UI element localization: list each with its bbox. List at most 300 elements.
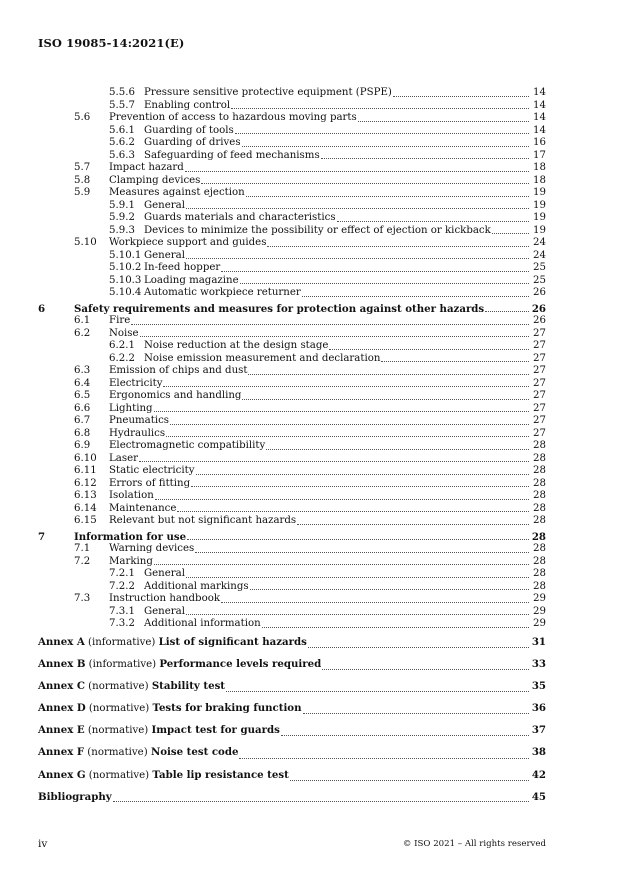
toc-entry-title: Hydraulics	[109, 427, 166, 439]
toc-entry[interactable]	[38, 390, 546, 403]
toc-entry-title-line	[109, 453, 530, 466]
toc-entry-title: Loading magazine	[144, 274, 239, 286]
annex-title-line	[38, 634, 530, 651]
toc-entry-page: 29	[533, 618, 546, 629]
toc-entry[interactable]	[38, 250, 546, 263]
annex-kind: (informative)	[85, 658, 160, 670]
annex-entry[interactable]	[38, 656, 546, 672]
toc-entry[interactable]	[38, 606, 546, 619]
toc-entry-title: Automatic workpiece returner	[144, 287, 301, 298]
toc-entry-title-line	[144, 200, 530, 213]
annex-entry[interactable]	[38, 767, 546, 783]
annex-title-text	[38, 700, 302, 717]
toc-entry-title-line	[74, 531, 530, 544]
toc-entry-title-line	[109, 593, 530, 606]
toc-entry-title: Guards materials and characteristics	[144, 212, 336, 223]
toc-entry-title-line	[109, 175, 530, 188]
bibliography-page: 45	[531, 790, 546, 803]
toc-entry-number: 6.2	[74, 327, 91, 339]
toc-entry-number: 5.5.7	[109, 99, 135, 111]
toc-entry[interactable]	[38, 415, 546, 428]
toc-entry-page: 28	[533, 543, 546, 554]
toc-entry-title: Marking	[109, 555, 153, 567]
toc-entry-page: 18	[533, 174, 546, 186]
toc-entry-number: 7.1	[74, 543, 91, 554]
toc-entry-title: Maintenance	[109, 502, 177, 514]
dot-leader	[177, 503, 529, 513]
toc-entry-number: 6.10	[74, 452, 97, 464]
toc-entry-number: 5.6.3	[109, 149, 135, 161]
toc-entry-page: 25	[533, 274, 546, 286]
toc-entry-title: Noise reduction at the design stage	[144, 340, 329, 351]
toc-entry[interactable]	[38, 556, 546, 569]
toc-entry[interactable]	[38, 568, 546, 581]
toc-entry[interactable]	[38, 328, 546, 341]
toc-entry-page: 14	[533, 112, 546, 123]
dot-leader	[281, 722, 529, 736]
dot-leader	[250, 581, 529, 591]
dot-leader	[302, 287, 529, 297]
toc-entry-title-line	[109, 162, 530, 175]
toc-entry[interactable]	[38, 478, 546, 491]
toc-entry[interactable]	[38, 403, 546, 416]
toc-entry-title: Impact hazard	[109, 162, 184, 173]
toc-entry-title: Errors of fitting	[109, 477, 191, 489]
toc-entry-number: 5.6.1	[109, 124, 135, 136]
toc-entry-title: Devices to minimize the possibility or effect of ejection or kickback	[144, 224, 491, 236]
toc-entry-page: 28	[533, 477, 546, 489]
toc-entry-title-line	[144, 137, 530, 150]
toc-entry-page: 26	[533, 287, 546, 298]
dot-leader	[240, 275, 529, 285]
toc-entry[interactable]	[38, 440, 546, 453]
toc-entry-title-line	[144, 100, 530, 113]
toc-entry[interactable]	[38, 303, 546, 316]
toc-entry[interactable]	[38, 212, 546, 225]
toc-entry-title-line	[144, 262, 530, 275]
dot-leader	[221, 262, 529, 272]
toc-entry-page: 14	[533, 87, 546, 98]
toc-entry-title: Emission of chips and dust	[109, 365, 248, 376]
toc-entry-page: 14	[533, 99, 546, 111]
toc-entry-title: Noise emission measurement and declaration	[144, 352, 381, 364]
toc-entry-title-line	[144, 125, 530, 138]
toc-entry-title-line	[109, 390, 530, 403]
toc-entry-number: 6.7	[74, 415, 91, 426]
document-id-header: ISO 19085-14:2021(E)	[38, 36, 185, 50]
annex-title-line	[38, 656, 530, 673]
toc-entry-number: 7	[38, 530, 46, 543]
dot-leader	[358, 112, 529, 122]
annex-page: 37	[531, 724, 546, 737]
toc-entry-number: 6.2.2	[109, 352, 135, 364]
toc-entry-title: Clamping devices	[109, 174, 201, 186]
toc-entry-title: Laser	[109, 452, 138, 464]
dot-leader	[308, 634, 529, 648]
toc-entry-title: Workpiece support and guides	[109, 237, 267, 248]
toc-entry-page: 27	[533, 415, 546, 426]
toc-entry-number: 6	[38, 302, 46, 315]
toc-entry-title-line	[109, 365, 530, 378]
toc-entry-title-line	[109, 503, 530, 516]
annex-kind: (normative)	[84, 680, 152, 692]
toc-entry-title: Additional markings	[144, 580, 249, 592]
toc-entry-title: Guarding of tools	[144, 124, 234, 136]
annex-title: List of significant hazards	[158, 635, 307, 648]
annex-title-text	[38, 744, 238, 761]
toc-entry-number: 5.6.2	[109, 137, 135, 148]
toc-entry-page: 28	[533, 440, 546, 451]
annex-label: Annex C	[38, 679, 85, 692]
annex-title: Tests for braking function	[152, 702, 302, 715]
dot-leader	[242, 390, 529, 400]
toc-entry-title-line	[144, 606, 530, 619]
toc-entry-title: Static electricity	[109, 465, 195, 476]
dot-leader	[267, 237, 529, 247]
toc-entry-number: 5.10.3	[109, 274, 142, 286]
toc-entry-title-line	[109, 378, 530, 391]
toc-entry-number: 7.3.1	[109, 605, 135, 617]
annex-label: Annex F	[38, 746, 85, 759]
dot-leader	[329, 340, 529, 350]
toc-entry[interactable]	[38, 618, 546, 631]
dot-leader	[191, 478, 529, 488]
toc-entry[interactable]	[38, 315, 546, 328]
toc-entry-title: Additional information	[144, 618, 261, 629]
toc-entry-title: Noise	[109, 327, 139, 339]
toc-entry-title-line	[109, 428, 530, 441]
toc-entry-page: 27	[533, 340, 546, 351]
annex-kind: (informative)	[84, 636, 159, 648]
annex-title: Stability test	[151, 679, 226, 692]
toc-entry-title: Warning devices	[109, 543, 195, 554]
annex-title-text	[38, 722, 280, 739]
toc-entry-title: Pneumatics	[109, 415, 170, 426]
annex-title: Noise test code	[150, 746, 239, 759]
toc-entry-page: 19	[533, 199, 546, 211]
dot-leader	[139, 453, 529, 463]
dot-leader	[201, 175, 529, 185]
toc-entry-number: 6.4	[74, 377, 91, 389]
toc-entry-number: 7.2.1	[109, 568, 135, 579]
toc-entry-number: 6.2.1	[109, 340, 135, 351]
toc-entry-number: 6.13	[74, 490, 97, 501]
toc-entry-title-line	[144, 87, 530, 100]
toc-entry-title-line	[109, 490, 530, 503]
toc-entry-title-line	[144, 568, 530, 581]
dot-leader	[381, 353, 529, 363]
annex-title-text	[38, 767, 289, 784]
toc-entry-number: 6.9	[74, 440, 91, 451]
dot-leader	[239, 744, 529, 758]
toc-entry-number: 5.7	[74, 162, 91, 173]
toc-entry-page: 28	[533, 452, 546, 464]
toc-entry[interactable]	[38, 465, 546, 478]
dot-leader	[170, 415, 529, 425]
toc-entry[interactable]	[38, 340, 546, 353]
annex-entry[interactable]	[38, 722, 546, 738]
dot-leader	[186, 200, 529, 210]
dot-leader	[195, 543, 529, 553]
toc-entry-title-line	[109, 328, 530, 341]
annex-title-text	[38, 656, 321, 673]
toc-entry-number: 7.3	[74, 593, 91, 604]
toc-entry-number: 5.9.3	[109, 224, 135, 236]
toc-entry-page: 28	[533, 555, 546, 567]
toc-entry-page: 19	[533, 212, 546, 223]
annex-kind: (normative)	[84, 725, 152, 737]
annex-page: 35	[531, 679, 546, 692]
dot-leader	[163, 378, 529, 388]
toc-entry[interactable]	[38, 112, 546, 125]
toc-entry-title-line	[144, 225, 530, 238]
toc-entry-title-line	[109, 465, 530, 478]
annex-entry[interactable]	[38, 700, 546, 716]
toc-entry-title: General	[144, 249, 185, 261]
toc-entry-title-line	[109, 543, 530, 556]
toc-entry-page: 26	[531, 302, 546, 315]
dot-leader	[242, 137, 529, 147]
toc-entry[interactable]	[38, 262, 546, 275]
toc-entry-title-line	[144, 353, 530, 366]
annex-entry[interactable]	[38, 678, 546, 694]
dot-leader	[492, 225, 529, 235]
dot-leader	[113, 789, 529, 802]
dot-leader	[485, 303, 529, 313]
toc-entry-title-line	[109, 556, 530, 569]
toc-entry-number: 6.1	[74, 315, 91, 326]
toc-entry-title: Enabling control	[144, 99, 231, 111]
toc-entry[interactable]	[38, 200, 546, 213]
annex-kind: (normative)	[85, 769, 153, 781]
annex-title: Impact test for guards	[151, 724, 280, 737]
toc-entry-title-line	[144, 275, 530, 288]
toc-entry-title-line	[109, 415, 530, 428]
dot-leader	[231, 100, 529, 110]
dot-leader	[140, 328, 529, 338]
toc-entry-title-line	[109, 187, 530, 200]
toc-entry-number: 6.3	[74, 365, 91, 376]
toc-entry-title: Prevention of access to hazardous moving parts	[109, 112, 357, 123]
annex-kind: (normative)	[85, 703, 153, 715]
toc-entry-title-line	[109, 515, 530, 528]
toc-entry-page: 29	[533, 605, 546, 617]
toc-entry-number: 5.6	[74, 112, 91, 123]
toc-entry-title-line	[109, 237, 530, 250]
toc-entry-title: Measures against ejection	[109, 187, 245, 198]
toc-entry[interactable]	[38, 365, 546, 378]
toc-entry-page: 24	[533, 249, 546, 261]
toc-entry-page: 19	[533, 224, 546, 236]
toc-entry-number: 7.2	[74, 555, 91, 567]
toc-entry[interactable]	[38, 150, 546, 163]
toc-entry-title: Electromagnetic compatibility	[109, 440, 266, 451]
toc-entry[interactable]	[38, 378, 546, 391]
dot-leader	[321, 150, 529, 160]
toc-entry-title: In-feed hopper	[144, 262, 221, 273]
dot-leader	[393, 87, 529, 97]
toc-entry-number: 5.10.2	[109, 262, 142, 273]
dot-leader	[322, 656, 529, 670]
toc-entry-page: 24	[533, 237, 546, 248]
toc-entry-title: General	[144, 199, 185, 211]
toc-entry-page: 25	[533, 262, 546, 273]
toc-entry-title: Lighting	[109, 402, 153, 414]
toc-entry-title: Ergonomics and handling	[109, 390, 242, 401]
toc-entry[interactable]	[38, 543, 546, 556]
toc-entry-number: 6.15	[74, 515, 97, 526]
toc-entry[interactable]	[38, 428, 546, 441]
toc-entry-page: 27	[533, 365, 546, 376]
toc-entry-page: 28	[531, 530, 546, 543]
toc-entry-title-line	[144, 340, 530, 353]
toc-entry[interactable]	[38, 225, 546, 238]
dot-leader	[290, 767, 529, 781]
toc-entry[interactable]	[38, 137, 546, 150]
annex-title: Table lip resistance test	[152, 768, 289, 781]
dot-leader	[221, 593, 529, 603]
toc-entry[interactable]	[38, 125, 546, 138]
toc-entry[interactable]	[38, 287, 546, 300]
dot-leader	[337, 212, 529, 222]
annex-title-text	[38, 634, 307, 651]
toc-entry-title: Isolation	[109, 490, 154, 501]
dot-leader	[186, 250, 529, 260]
toc-entry-number: 6.12	[74, 477, 97, 489]
toc-entry-title-line	[109, 112, 530, 125]
annex-title-line	[38, 744, 530, 761]
toc-entry[interactable]	[38, 503, 546, 516]
toc-entry-number: 6.14	[74, 502, 97, 514]
toc-entry[interactable]	[38, 515, 546, 528]
annex-title: Performance levels required	[159, 657, 322, 670]
toc-entry[interactable]	[38, 353, 546, 366]
toc-entry-number: 5.9.1	[109, 199, 135, 211]
toc-entry-page: 27	[533, 327, 546, 339]
dot-leader	[246, 187, 529, 197]
toc-entry-title-line	[144, 618, 530, 631]
toc-entry-page: 27	[533, 352, 546, 364]
bibliography-entry[interactable]	[38, 789, 546, 805]
dot-leader	[131, 315, 529, 325]
dot-leader	[248, 365, 529, 375]
toc-entry-page: 29	[533, 593, 546, 604]
toc-entry[interactable]	[38, 531, 546, 544]
dot-leader	[154, 556, 529, 566]
toc-entry-title: Pressure sensitive protective equipment (PSPE)	[144, 87, 392, 98]
toc-entry[interactable]	[38, 490, 546, 503]
toc-entry-title-line	[109, 478, 530, 491]
toc-entry-page: 16	[533, 137, 546, 148]
toc-entry-number: 5.9.2	[109, 212, 135, 223]
annex-entry[interactable]	[38, 634, 546, 650]
dot-leader	[262, 618, 529, 628]
annex-page: 36	[531, 702, 546, 715]
dot-leader	[226, 678, 529, 692]
toc-entry[interactable]	[38, 175, 546, 188]
toc-entry[interactable]	[38, 100, 546, 113]
annex-page: 31	[531, 635, 546, 648]
toc-entry-title: Guarding of drives	[144, 137, 241, 148]
annex-title-line	[38, 678, 530, 695]
toc-entry[interactable]	[38, 453, 546, 466]
toc-entry-page: 28	[533, 502, 546, 514]
dot-leader	[166, 428, 529, 438]
toc-entry[interactable]	[38, 581, 546, 594]
annex-label: Annex A	[38, 635, 85, 648]
toc-entry-page: 19	[533, 187, 546, 198]
annex-page: 33	[531, 657, 546, 670]
annex-label: Annex G	[38, 768, 86, 781]
annex-title-line	[38, 700, 530, 717]
annex-title-line	[38, 722, 530, 739]
dot-leader	[185, 162, 529, 172]
toc-entry-number: 5.10.1	[109, 249, 142, 261]
toc-entry-page: 28	[533, 490, 546, 501]
page-number: iv	[38, 838, 48, 850]
toc-entry-number: 6.8	[74, 427, 91, 439]
annex-title-line	[38, 767, 530, 784]
toc-entry-title-line	[144, 581, 530, 594]
toc-entry-page: 27	[533, 390, 546, 401]
toc-entry-page: 17	[533, 149, 546, 161]
toc-entry-page: 14	[533, 124, 546, 136]
dot-leader	[196, 465, 530, 475]
toc-entry[interactable]	[38, 187, 546, 200]
toc-entry-number: 5.5.6	[109, 87, 135, 98]
annex-kind: (normative)	[84, 747, 151, 759]
toc-entry-number: 5.8	[74, 174, 91, 186]
toc-entry-number: 7.2.2	[109, 580, 135, 592]
toc-entry[interactable]	[38, 593, 546, 606]
toc-entry-title-line	[144, 150, 530, 163]
toc-entry-number: 5.10	[74, 237, 97, 248]
toc-entry[interactable]	[38, 87, 546, 100]
annex-entry[interactable]	[38, 744, 546, 760]
toc-entry-title: Electricity	[109, 377, 163, 389]
toc-entry-title: Information for use	[74, 530, 187, 543]
toc-entry-page: 27	[533, 377, 546, 389]
toc-entry-title: Safety requirements and measures for protection against other hazards	[74, 302, 485, 315]
toc-entry-title-line	[74, 303, 530, 316]
toc-entry-page: 18	[533, 162, 546, 173]
toc-entry-title: Instruction handbook	[109, 593, 221, 604]
dot-leader	[297, 515, 529, 525]
dot-leader	[187, 531, 529, 541]
toc-entry-number: 5.10.4	[109, 287, 142, 298]
dot-leader	[186, 568, 529, 578]
toc-entry-title-line	[109, 440, 530, 453]
toc-entry-title-line	[144, 250, 530, 263]
toc-entry-title: Fire	[109, 315, 131, 326]
toc-entry-number: 6.6	[74, 402, 91, 414]
toc-entry-title-line	[109, 315, 530, 328]
dot-leader	[235, 125, 529, 135]
toc-entry-page: 28	[533, 515, 546, 526]
toc-entry[interactable]	[38, 237, 546, 250]
dot-leader	[154, 403, 529, 413]
table-of-contents	[38, 87, 546, 805]
dot-leader	[186, 606, 529, 616]
toc-entry-page: 27	[533, 427, 546, 439]
dot-leader	[155, 490, 529, 500]
toc-entry-page: 27	[533, 402, 546, 414]
toc-entry-page: 26	[533, 315, 546, 326]
toc-entry-title-line	[109, 403, 530, 416]
toc-entry-title: General	[144, 568, 185, 579]
toc-entry[interactable]	[38, 162, 546, 175]
toc-entry[interactable]	[38, 275, 546, 288]
